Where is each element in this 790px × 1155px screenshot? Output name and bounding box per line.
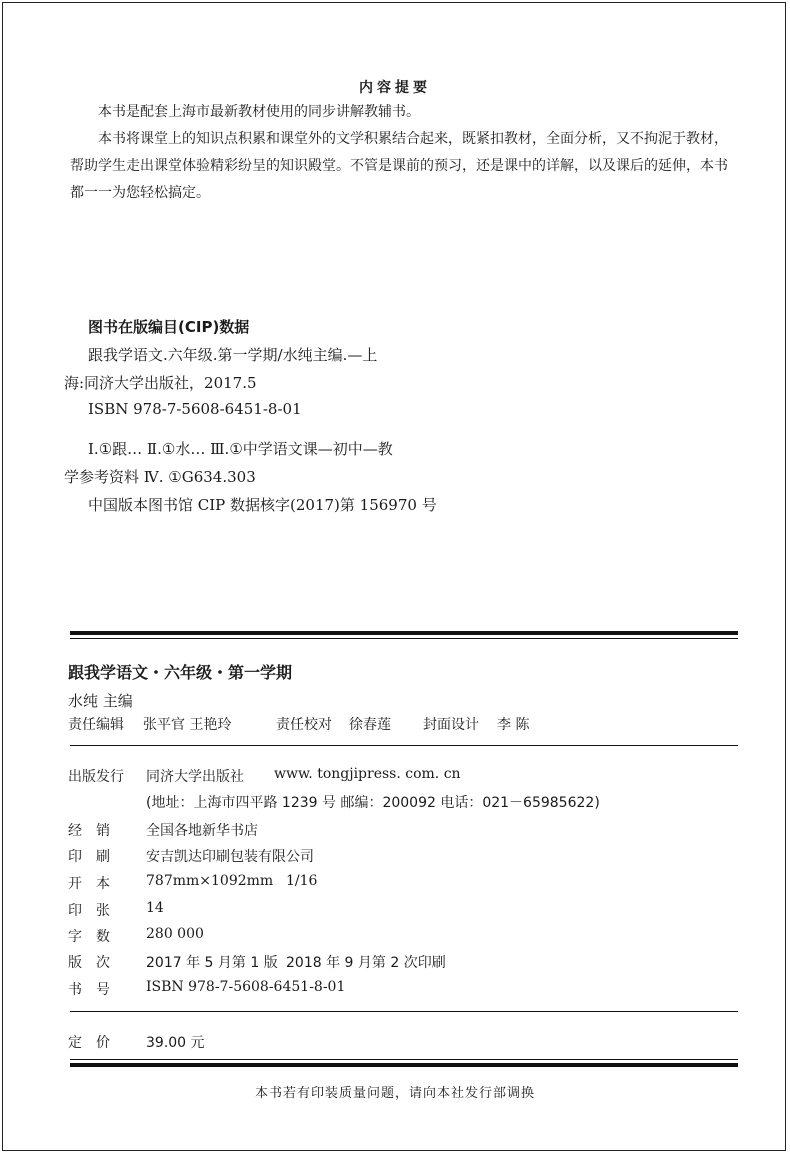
edition: 2017 年 5 月第 1 版 bbox=[146, 955, 278, 971]
word-count-label bbox=[68, 926, 110, 946]
footer-notice: 本书若有印装质量问题，请向本社发行部调换 bbox=[254, 1086, 535, 1101]
cip-line-4: Ⅰ.①跟… Ⅱ.①水… Ⅲ.①中学语文课—初中—教 bbox=[88, 440, 393, 458]
label-char: 开 bbox=[68, 876, 82, 892]
label-char: 号 bbox=[96, 982, 110, 998]
publisher-label: 出版发行 bbox=[68, 769, 124, 785]
summary-paragraph-2-line-3: 都一一为您轻松搞定。 bbox=[70, 185, 210, 201]
format-label bbox=[68, 873, 110, 893]
format-fraction: 1/16 bbox=[286, 873, 318, 889]
label-char: 价 bbox=[96, 1035, 110, 1051]
cip-line-6: 中国版本图书馆 CIP 数据核字(2017)第 156970 号 bbox=[88, 496, 437, 514]
sheets-label bbox=[68, 900, 110, 920]
isbn-label bbox=[68, 979, 110, 999]
label-char: 经 bbox=[68, 823, 82, 839]
label-char: 销 bbox=[96, 823, 110, 839]
proofreader-label: 责任校对 bbox=[276, 717, 332, 733]
isbn: ISBN 978-7-5608-6451-8-01 bbox=[146, 979, 346, 995]
label-char: 字 bbox=[68, 929, 82, 945]
cip-heading: 图书在版编目(CIP)数据 bbox=[88, 318, 250, 336]
label-char: 刷 bbox=[96, 849, 110, 865]
format: 787mm×1092mm bbox=[146, 873, 274, 889]
book-title: 跟我学语文・六年级・第一学期 bbox=[68, 663, 293, 682]
label-char: 数 bbox=[96, 929, 110, 945]
book-editor: 水纯 主编 bbox=[68, 692, 133, 710]
responsible-editors: 张平官 王艳玲 bbox=[143, 717, 232, 733]
cip-line-5: 学参考资料 Ⅳ. ①G634.303 bbox=[64, 468, 256, 486]
publisher-address: (地址：上海市四平路 1239 号 邮编：200092 电话：021－65985622) bbox=[146, 795, 600, 811]
word-count: 280 000 bbox=[146, 926, 204, 942]
price-label bbox=[68, 1032, 110, 1052]
publisher-website: www. tongjipress. com. cn bbox=[274, 766, 461, 782]
distributor: 全国各地新华书店 bbox=[146, 823, 258, 839]
printer: 安吉凯达印刷包装有限公司 bbox=[146, 849, 314, 865]
summary-title: 内容提要 bbox=[359, 80, 431, 96]
thin-rule-bottom bbox=[70, 1059, 738, 1060]
summary-paragraph-1: 本书是配套上海市最新教材使用的同步讲解教辅书。 bbox=[98, 104, 420, 120]
cover-designer: 李 陈 bbox=[497, 717, 530, 733]
summary-paragraph-2-line-1: 本书将课堂上的知识点积累和课堂外的文学积累结合起来，既紧扣教材，全面分析，又不拘泥于教材， bbox=[98, 131, 728, 147]
cip-line-2: 海:同济大学出版社，2017.5 bbox=[64, 374, 257, 392]
cip-line-1: 跟我学语文.六年级.第一学期/水纯主编.—上 bbox=[88, 346, 378, 364]
divider-rule-price bbox=[70, 1011, 738, 1012]
printing: 2018 年 9 月第 2 次印刷 bbox=[286, 955, 446, 971]
label-char: 版 bbox=[68, 955, 82, 971]
cip-line-3: ISBN 978-7-5608-6451-8-01 bbox=[88, 400, 302, 418]
edition-label bbox=[68, 952, 110, 972]
divider-rule bbox=[70, 745, 738, 746]
price: 39.00 元 bbox=[146, 1035, 205, 1051]
sheets: 14 bbox=[146, 900, 164, 916]
thick-rule-top bbox=[70, 631, 738, 635]
cover-design-label: 封面设计 bbox=[423, 717, 479, 733]
thick-rule-bottom bbox=[70, 1063, 738, 1067]
label-char: 次 bbox=[96, 955, 110, 971]
publisher: 同济大学出版社 bbox=[146, 769, 244, 785]
distributor-label bbox=[68, 820, 110, 840]
summary-paragraph-2-line-2: 帮助学生走出课堂体验精彩纷呈的知识殿堂。不管是课前的预习，还是课中的详解，以及课后的延伸，本书 bbox=[70, 158, 728, 174]
label-char: 书 bbox=[68, 982, 82, 998]
label-char: 定 bbox=[68, 1035, 82, 1051]
label-char: 张 bbox=[96, 903, 110, 919]
proofreader: 徐春莲 bbox=[349, 717, 391, 733]
label-char: 本 bbox=[96, 876, 110, 892]
label-char: 印 bbox=[68, 903, 82, 919]
label-char: 印 bbox=[68, 849, 82, 865]
printer-label bbox=[68, 846, 110, 866]
responsible-editor-label: 责任编辑 bbox=[68, 717, 124, 733]
thin-rule-top bbox=[70, 638, 738, 639]
